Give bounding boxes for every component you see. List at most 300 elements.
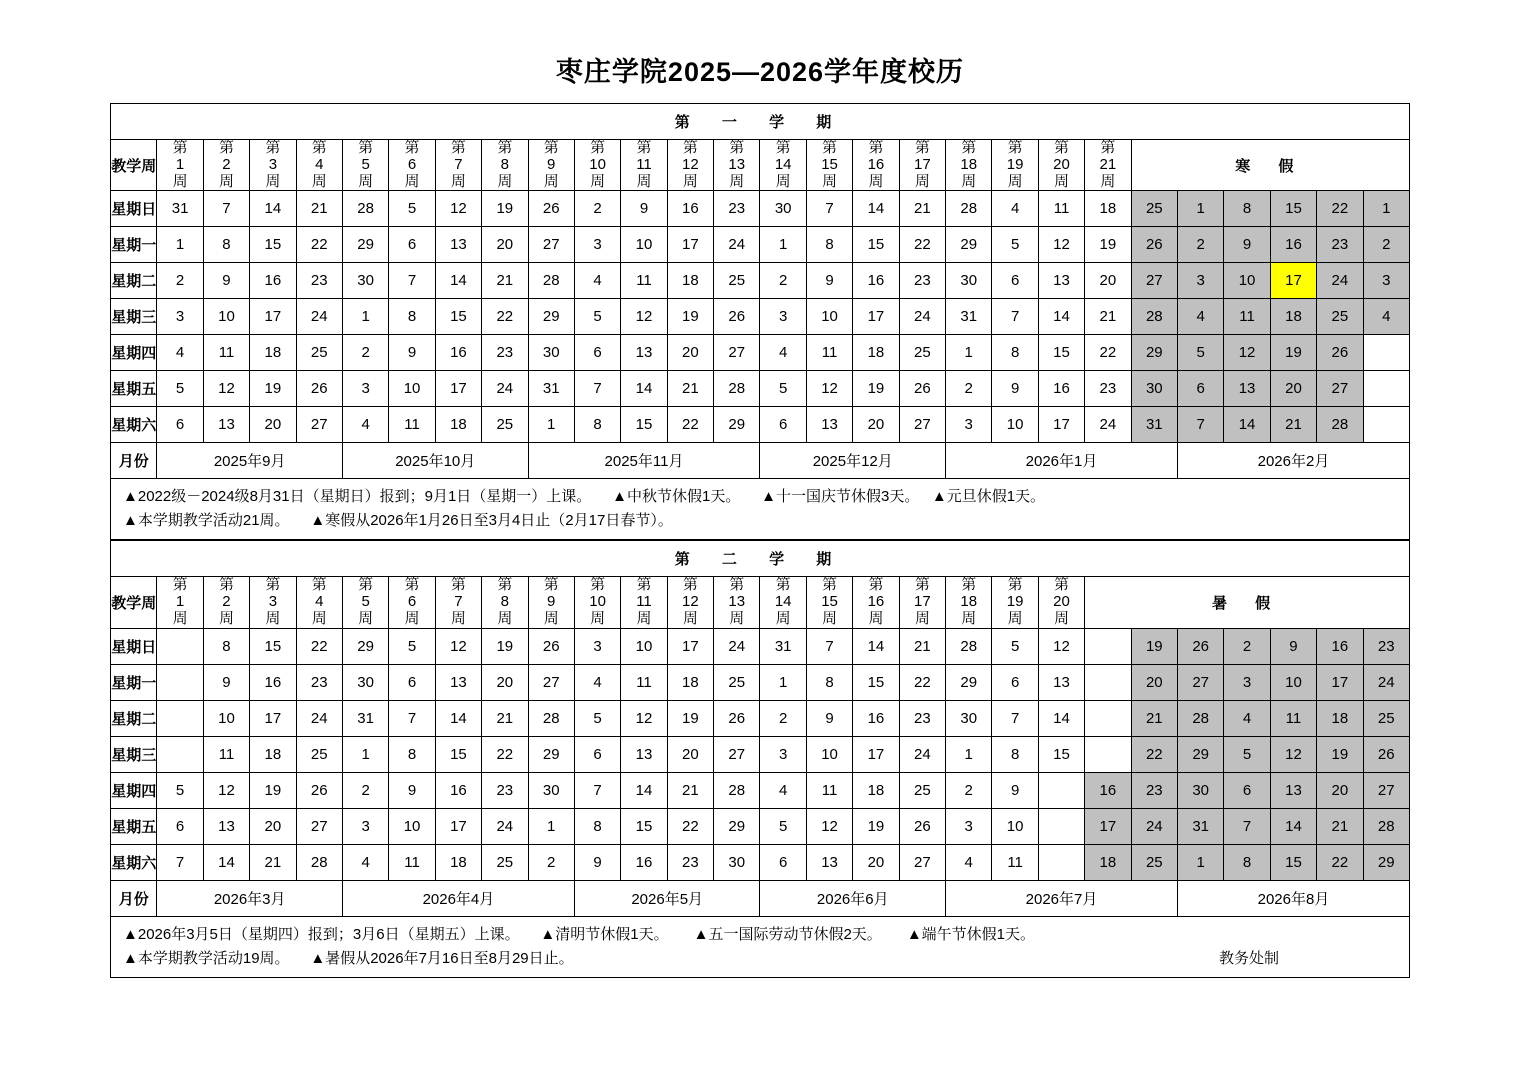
date-cell: 13 bbox=[621, 335, 667, 371]
date-cell: 30 bbox=[946, 263, 992, 299]
week-header-12: 第 12 周 bbox=[667, 577, 713, 628]
vacation-date-cell: 5 bbox=[1224, 736, 1270, 772]
date-cell: 27 bbox=[899, 407, 945, 443]
date-cell: 7 bbox=[806, 191, 852, 227]
date-cell: 18 bbox=[435, 407, 481, 443]
vacation-date-cell: 23 bbox=[1363, 628, 1409, 664]
date-cell: 28 bbox=[296, 844, 342, 880]
date-cell: 4 bbox=[342, 844, 388, 880]
date-cell: 14 bbox=[435, 263, 481, 299]
day-label-2: 星期二 bbox=[111, 263, 157, 299]
vacation-date-cell: 12 bbox=[1224, 335, 1270, 371]
vacation-date-cell: 26 bbox=[1177, 628, 1223, 664]
table-row bbox=[111, 844, 1410, 880]
date-cell: 11 bbox=[203, 736, 249, 772]
semester2-vacation-header: 暑 假 bbox=[1085, 577, 1410, 628]
date-cell: 22 bbox=[296, 227, 342, 263]
vacation-date-cell: 29 bbox=[1177, 736, 1223, 772]
date-cell: 6 bbox=[574, 335, 620, 371]
date-cell: 10 bbox=[806, 736, 852, 772]
date-cell: 30 bbox=[528, 335, 574, 371]
vacation-date-cell: 12 bbox=[1270, 736, 1316, 772]
date-cell: 25 bbox=[899, 772, 945, 808]
date-cell: 17 bbox=[853, 299, 899, 335]
vacation-date-cell bbox=[1363, 407, 1409, 443]
week-header-14: 第 14 周 bbox=[760, 577, 806, 628]
date-cell: 3 bbox=[946, 407, 992, 443]
date-cell: 6 bbox=[992, 664, 1038, 700]
date-cell: 16 bbox=[1038, 371, 1084, 407]
date-cell: 15 bbox=[853, 227, 899, 263]
date-cell: 11 bbox=[621, 664, 667, 700]
vacation-date-cell: 22 bbox=[1317, 191, 1363, 227]
date-cell: 14 bbox=[250, 191, 296, 227]
date-cell: 19 bbox=[667, 299, 713, 335]
semester1-table bbox=[110, 103, 1410, 540]
day-label-1: 星期一 bbox=[111, 227, 157, 263]
date-cell: 1 bbox=[157, 227, 203, 263]
table-row bbox=[111, 263, 1410, 299]
semester1-title: 第 一 学 期 bbox=[111, 104, 1410, 140]
date-cell: 3 bbox=[342, 371, 388, 407]
note-line-1: ▲2026年3月5日（星期四）报到；3月6日（星期五）上课。 ▲清明节休假1天。 ▲五一国际劳动节休假2天。 ▲端午节休假1天。 bbox=[123, 925, 1036, 943]
vacation-date-cell bbox=[1085, 700, 1131, 736]
date-cell: 14 bbox=[621, 371, 667, 407]
date-cell: 4 bbox=[760, 772, 806, 808]
calendar-page bbox=[0, 50, 1520, 1079]
date-cell: 27 bbox=[899, 844, 945, 880]
date-cell: 23 bbox=[482, 772, 528, 808]
date-cell: 28 bbox=[528, 700, 574, 736]
vacation-date-cell: 16 bbox=[1270, 227, 1316, 263]
date-cell: 13 bbox=[1038, 664, 1084, 700]
week-header-2: 第 2 周 bbox=[203, 577, 249, 628]
date-cell: 11 bbox=[806, 772, 852, 808]
month-cell-3: 2026年6月 bbox=[760, 880, 946, 916]
date-cell: 26 bbox=[714, 700, 760, 736]
date-cell: 14 bbox=[1038, 299, 1084, 335]
date-cell: 24 bbox=[899, 736, 945, 772]
date-cell: 13 bbox=[203, 808, 249, 844]
week-header-14: 第 14 周 bbox=[760, 140, 806, 191]
semester2-month-row bbox=[111, 880, 1410, 916]
vacation-date-cell: 27 bbox=[1131, 263, 1177, 299]
date-cell: 28 bbox=[528, 263, 574, 299]
date-cell: 27 bbox=[296, 407, 342, 443]
week-header-15: 第 15 周 bbox=[806, 577, 852, 628]
date-cell: 12 bbox=[806, 808, 852, 844]
date-cell: 2 bbox=[342, 335, 388, 371]
date-cell: 15 bbox=[435, 299, 481, 335]
vacation-date-cell: 15 bbox=[1270, 844, 1316, 880]
date-cell: 30 bbox=[714, 844, 760, 880]
date-cell: 22 bbox=[482, 736, 528, 772]
date-cell: 2 bbox=[574, 191, 620, 227]
date-cell: 19 bbox=[482, 628, 528, 664]
date-cell bbox=[157, 736, 203, 772]
vacation-date-cell: 5 bbox=[1177, 335, 1223, 371]
date-cell: 19 bbox=[250, 371, 296, 407]
vacation-date-cell: 20 bbox=[1131, 664, 1177, 700]
vacation-date-cell: 4 bbox=[1177, 299, 1223, 335]
date-cell: 25 bbox=[296, 335, 342, 371]
date-cell: 28 bbox=[946, 628, 992, 664]
vacation-date-cell: 4 bbox=[1363, 299, 1409, 335]
notes-signature: 教务处制 bbox=[1218, 949, 1279, 967]
vacation-date-cell: 28 bbox=[1317, 407, 1363, 443]
week-header-20: 第 20 周 bbox=[1038, 140, 1084, 191]
date-cell: 20 bbox=[250, 808, 296, 844]
vacation-date-cell: 19 bbox=[1131, 628, 1177, 664]
date-cell: 3 bbox=[760, 736, 806, 772]
date-cell: 24 bbox=[296, 299, 342, 335]
day-label-4: 星期四 bbox=[111, 335, 157, 371]
vacation-date-cell: 3 bbox=[1177, 263, 1223, 299]
date-cell: 30 bbox=[528, 772, 574, 808]
date-cell: 29 bbox=[528, 736, 574, 772]
date-cell bbox=[1038, 808, 1084, 844]
vacation-date-cell: 27 bbox=[1177, 664, 1223, 700]
date-cell: 9 bbox=[389, 772, 435, 808]
day-label-3: 星期三 bbox=[111, 736, 157, 772]
date-cell: 10 bbox=[389, 371, 435, 407]
vacation-date-cell: 15 bbox=[1270, 191, 1316, 227]
date-cell: 25 bbox=[482, 407, 528, 443]
date-cell: 21 bbox=[667, 371, 713, 407]
date-cell: 6 bbox=[389, 227, 435, 263]
date-cell: 16 bbox=[853, 263, 899, 299]
vacation-date-cell: 26 bbox=[1131, 227, 1177, 263]
vacation-date-cell: 2 bbox=[1224, 628, 1270, 664]
week-header-16: 第 16 周 bbox=[853, 140, 899, 191]
vacation-date-cell: 23 bbox=[1317, 227, 1363, 263]
date-cell: 29 bbox=[342, 628, 388, 664]
date-cell: 3 bbox=[342, 808, 388, 844]
table-row bbox=[111, 227, 1410, 263]
vacation-date-cell: 29 bbox=[1363, 844, 1409, 880]
date-cell: 19 bbox=[667, 700, 713, 736]
date-cell: 12 bbox=[1038, 227, 1084, 263]
date-cell: 5 bbox=[992, 628, 1038, 664]
week-header-11: 第 11 周 bbox=[621, 577, 667, 628]
vacation-date-cell: 21 bbox=[1131, 700, 1177, 736]
date-cell: 31 bbox=[157, 191, 203, 227]
day-label-6: 星期六 bbox=[111, 844, 157, 880]
date-cell: 22 bbox=[1085, 335, 1131, 371]
table-row bbox=[111, 664, 1410, 700]
week-header-10: 第 10 周 bbox=[574, 140, 620, 191]
date-cell: 11 bbox=[203, 335, 249, 371]
date-cell: 6 bbox=[760, 844, 806, 880]
vacation-date-cell bbox=[1363, 371, 1409, 407]
semester1-header-row bbox=[111, 140, 1410, 191]
vacation-date-cell: 26 bbox=[1363, 736, 1409, 772]
date-cell: 4 bbox=[760, 335, 806, 371]
date-cell: 21 bbox=[250, 844, 296, 880]
table-row bbox=[111, 628, 1410, 664]
vacation-date-cell: 10 bbox=[1270, 664, 1316, 700]
date-cell: 4 bbox=[342, 407, 388, 443]
date-cell: 12 bbox=[203, 772, 249, 808]
vacation-date-cell: 14 bbox=[1224, 407, 1270, 443]
date-cell: 9 bbox=[203, 664, 249, 700]
vacation-date-cell: 27 bbox=[1363, 772, 1409, 808]
date-cell: 10 bbox=[621, 227, 667, 263]
date-cell: 29 bbox=[946, 664, 992, 700]
vacation-date-cell: 7 bbox=[1224, 808, 1270, 844]
week-header-6: 第 6 周 bbox=[389, 577, 435, 628]
date-cell: 6 bbox=[992, 263, 1038, 299]
date-cell: 6 bbox=[760, 407, 806, 443]
date-cell: 8 bbox=[203, 227, 249, 263]
date-cell: 22 bbox=[482, 299, 528, 335]
date-cell: 11 bbox=[1038, 191, 1084, 227]
date-cell: 24 bbox=[714, 628, 760, 664]
date-cell: 9 bbox=[992, 371, 1038, 407]
date-cell: 4 bbox=[157, 335, 203, 371]
date-cell: 3 bbox=[946, 808, 992, 844]
date-cell: 11 bbox=[389, 844, 435, 880]
date-cell: 24 bbox=[482, 808, 528, 844]
date-cell: 27 bbox=[714, 736, 760, 772]
date-cell: 9 bbox=[574, 844, 620, 880]
day-label-5: 星期五 bbox=[111, 371, 157, 407]
day-label-3: 星期三 bbox=[111, 299, 157, 335]
date-cell: 24 bbox=[899, 299, 945, 335]
vacation-date-cell: 7 bbox=[1177, 407, 1223, 443]
date-cell: 23 bbox=[296, 263, 342, 299]
vacation-date-cell: 1 bbox=[1177, 844, 1223, 880]
vacation-date-cell: 10 bbox=[1224, 263, 1270, 299]
table-row bbox=[111, 407, 1410, 443]
date-cell: 3 bbox=[574, 227, 620, 263]
date-cell: 2 bbox=[760, 700, 806, 736]
date-cell: 4 bbox=[992, 191, 1038, 227]
date-cell: 4 bbox=[946, 844, 992, 880]
vacation-date-cell: 22 bbox=[1131, 736, 1177, 772]
day-label-1: 星期一 bbox=[111, 664, 157, 700]
date-cell: 10 bbox=[992, 808, 1038, 844]
vacation-date-cell: 3 bbox=[1363, 263, 1409, 299]
vacation-date-cell: 21 bbox=[1270, 407, 1316, 443]
semester2-notes-row bbox=[111, 916, 1410, 977]
date-cell: 1 bbox=[342, 736, 388, 772]
date-cell: 31 bbox=[528, 371, 574, 407]
date-cell: 5 bbox=[574, 700, 620, 736]
date-cell: 23 bbox=[1085, 371, 1131, 407]
date-cell: 26 bbox=[528, 628, 574, 664]
semester2-header-row bbox=[111, 577, 1410, 628]
date-cell: 16 bbox=[667, 191, 713, 227]
date-cell: 23 bbox=[667, 844, 713, 880]
date-cell: 7 bbox=[992, 299, 1038, 335]
date-cell: 8 bbox=[389, 736, 435, 772]
vacation-date-cell: 3 bbox=[1224, 664, 1270, 700]
date-cell: 21 bbox=[899, 628, 945, 664]
date-cell: 30 bbox=[342, 664, 388, 700]
date-cell: 19 bbox=[1085, 227, 1131, 263]
date-cell: 27 bbox=[296, 808, 342, 844]
date-cell: 31 bbox=[760, 628, 806, 664]
date-cell: 8 bbox=[389, 299, 435, 335]
date-cell: 5 bbox=[389, 191, 435, 227]
table-row bbox=[111, 371, 1410, 407]
date-cell: 1 bbox=[528, 808, 574, 844]
month-cell-1: 2026年4月 bbox=[342, 880, 574, 916]
vacation-date-cell: 2 bbox=[1177, 227, 1223, 263]
week-header-19: 第 19 周 bbox=[992, 140, 1038, 191]
table-row bbox=[111, 772, 1410, 808]
date-cell: 30 bbox=[946, 700, 992, 736]
vacation-date-cell: 6 bbox=[1177, 371, 1223, 407]
date-cell: 9 bbox=[806, 263, 852, 299]
week-header-7: 第 7 周 bbox=[435, 577, 481, 628]
date-cell: 15 bbox=[853, 664, 899, 700]
date-cell: 17 bbox=[1038, 407, 1084, 443]
date-cell: 27 bbox=[528, 227, 574, 263]
week-header-5: 第 5 周 bbox=[342, 140, 388, 191]
date-cell: 17 bbox=[250, 700, 296, 736]
week-header-1: 第 1 周 bbox=[157, 577, 203, 628]
date-cell: 6 bbox=[574, 736, 620, 772]
day-label-2: 星期二 bbox=[111, 700, 157, 736]
date-cell bbox=[157, 628, 203, 664]
date-cell: 31 bbox=[342, 700, 388, 736]
week-header-10: 第 10 周 bbox=[574, 577, 620, 628]
note-line-2: ▲本学期教学活动19周。 ▲暑假从2026年7月16日至8月29日止。 教务处制 bbox=[123, 947, 1399, 971]
week-header-2: 第 2 周 bbox=[203, 140, 249, 191]
date-cell: 1 bbox=[760, 664, 806, 700]
table-row bbox=[111, 299, 1410, 335]
page-title: 枣庄学院2025—2026学年度校历 bbox=[555, 57, 965, 87]
vacation-date-cell: 31 bbox=[1177, 808, 1223, 844]
note-line-1: ▲2022级－2024级8月31日（星期日）报到；9月1日（星期一）上课。 ▲中秋节休假1天。 ▲十一国庆节休假3天。 ▲元旦休假1天。 bbox=[123, 488, 1046, 506]
semester1-notes bbox=[111, 479, 1410, 540]
date-cell bbox=[1038, 844, 1084, 880]
date-cell: 9 bbox=[806, 700, 852, 736]
date-cell: 18 bbox=[667, 664, 713, 700]
date-cell: 14 bbox=[435, 700, 481, 736]
date-cell: 17 bbox=[435, 371, 481, 407]
month-row-label: 月份 bbox=[111, 443, 157, 479]
date-cell: 22 bbox=[667, 407, 713, 443]
date-cell: 15 bbox=[250, 628, 296, 664]
date-cell: 17 bbox=[853, 736, 899, 772]
date-cell: 27 bbox=[714, 335, 760, 371]
week-header-11: 第 11 周 bbox=[621, 140, 667, 191]
date-cell: 10 bbox=[992, 407, 1038, 443]
date-cell: 20 bbox=[667, 736, 713, 772]
date-cell: 1 bbox=[946, 736, 992, 772]
vacation-date-cell: 19 bbox=[1270, 335, 1316, 371]
week-header-8: 第 8 周 bbox=[482, 577, 528, 628]
date-cell: 8 bbox=[574, 808, 620, 844]
date-cell: 25 bbox=[714, 263, 760, 299]
day-label-0: 星期日 bbox=[111, 191, 157, 227]
date-cell: 8 bbox=[574, 407, 620, 443]
date-cell: 1 bbox=[528, 407, 574, 443]
week-header-9: 第 9 周 bbox=[528, 140, 574, 191]
week-header-21: 第 21 周 bbox=[1085, 140, 1131, 191]
date-cell: 18 bbox=[250, 335, 296, 371]
date-cell: 8 bbox=[806, 227, 852, 263]
vacation-date-cell: 24 bbox=[1363, 664, 1409, 700]
vacation-date-cell: 18 bbox=[1270, 299, 1316, 335]
date-cell: 16 bbox=[250, 664, 296, 700]
date-cell: 20 bbox=[250, 407, 296, 443]
date-cell: 6 bbox=[157, 407, 203, 443]
date-cell: 12 bbox=[1038, 628, 1084, 664]
vacation-date-cell: 23 bbox=[1131, 772, 1177, 808]
day-label-5: 星期五 bbox=[111, 808, 157, 844]
date-cell: 2 bbox=[342, 772, 388, 808]
date-cell: 17 bbox=[250, 299, 296, 335]
date-cell: 15 bbox=[621, 808, 667, 844]
table-row bbox=[111, 191, 1410, 227]
date-cell: 13 bbox=[435, 664, 481, 700]
date-cell: 13 bbox=[1038, 263, 1084, 299]
date-cell: 20 bbox=[482, 227, 528, 263]
date-cell: 23 bbox=[482, 335, 528, 371]
vacation-date-cell bbox=[1363, 335, 1409, 371]
date-cell: 23 bbox=[714, 191, 760, 227]
vacation-date-cell: 24 bbox=[1131, 808, 1177, 844]
week-header-9: 第 9 周 bbox=[528, 577, 574, 628]
date-cell: 22 bbox=[899, 227, 945, 263]
date-cell: 12 bbox=[435, 628, 481, 664]
calendar-container bbox=[110, 103, 1410, 978]
week-header-4: 第 4 周 bbox=[296, 577, 342, 628]
date-cell: 21 bbox=[482, 700, 528, 736]
vacation-date-cell: 27 bbox=[1317, 371, 1363, 407]
date-cell: 19 bbox=[853, 808, 899, 844]
date-cell: 5 bbox=[992, 227, 1038, 263]
vacation-date-cell: 8 bbox=[1224, 844, 1270, 880]
month-cell-3: 2025年12月 bbox=[760, 443, 946, 479]
date-cell: 16 bbox=[621, 844, 667, 880]
semester1-vacation-header: 寒 假 bbox=[1131, 140, 1409, 191]
vacation-date-cell bbox=[1085, 628, 1131, 664]
week-header-17: 第 17 周 bbox=[899, 577, 945, 628]
date-cell: 17 bbox=[667, 227, 713, 263]
vacation-date-cell: 13 bbox=[1270, 772, 1316, 808]
date-cell: 26 bbox=[528, 191, 574, 227]
week-header-3: 第 3 周 bbox=[250, 577, 296, 628]
date-cell: 8 bbox=[806, 664, 852, 700]
date-cell: 25 bbox=[482, 844, 528, 880]
date-cell: 22 bbox=[899, 664, 945, 700]
date-cell: 24 bbox=[482, 371, 528, 407]
date-cell: 16 bbox=[435, 335, 481, 371]
vacation-date-cell: 2 bbox=[1363, 227, 1409, 263]
date-cell: 3 bbox=[760, 299, 806, 335]
vacation-date-cell: 25 bbox=[1131, 191, 1177, 227]
date-cell: 25 bbox=[899, 335, 945, 371]
date-cell: 4 bbox=[574, 263, 620, 299]
date-cell: 1 bbox=[760, 227, 806, 263]
vacation-date-cell: 26 bbox=[1317, 335, 1363, 371]
date-cell: 18 bbox=[853, 772, 899, 808]
date-cell: 5 bbox=[574, 299, 620, 335]
week-header-4: 第 4 周 bbox=[296, 140, 342, 191]
date-cell: 21 bbox=[667, 772, 713, 808]
month-cell-4: 2026年1月 bbox=[946, 443, 1178, 479]
date-cell: 27 bbox=[528, 664, 574, 700]
date-cell: 5 bbox=[760, 371, 806, 407]
vacation-date-cell: 20 bbox=[1270, 371, 1316, 407]
week-header-17: 第 17 周 bbox=[899, 140, 945, 191]
date-cell: 2 bbox=[760, 263, 806, 299]
